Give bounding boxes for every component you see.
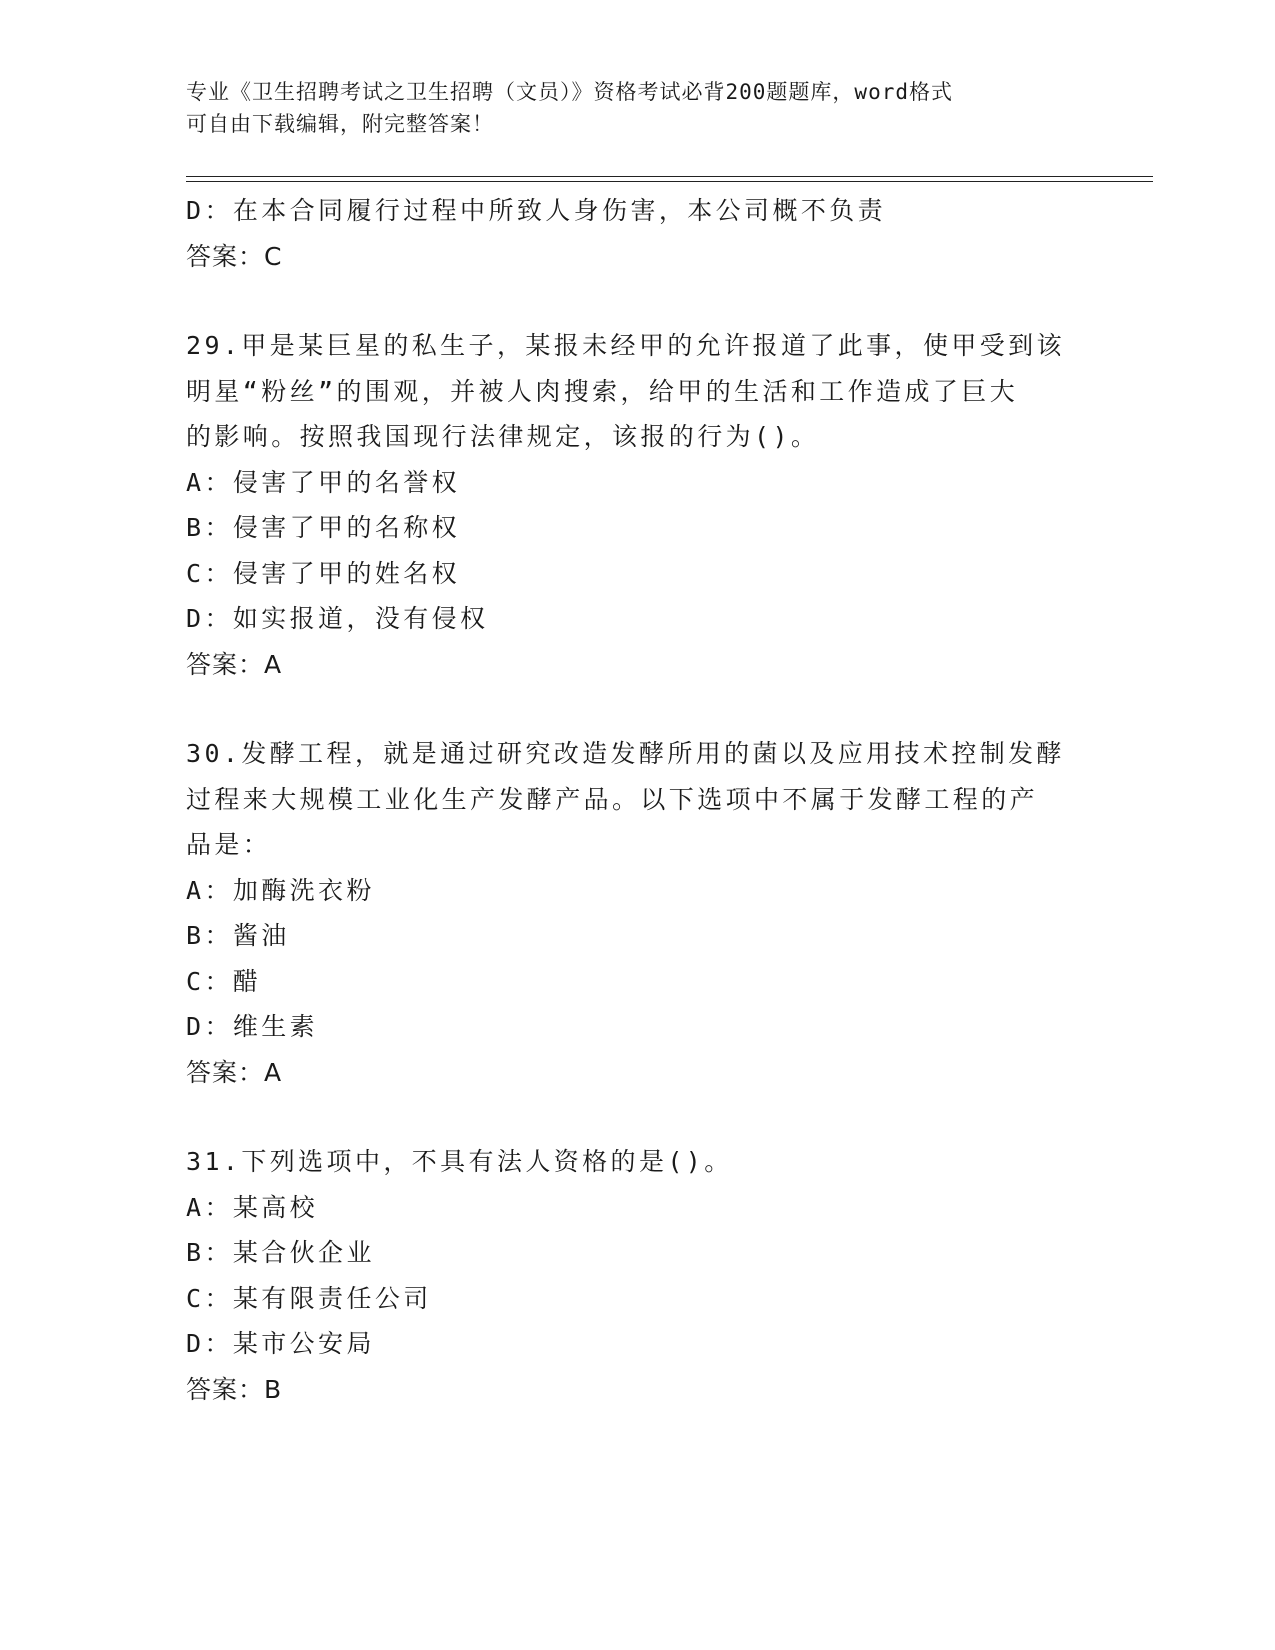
document-body [186, 188, 1086, 1412]
answer-line: 答案：B [186, 1374, 283, 1404]
stem-line: 品是： [186, 830, 272, 859]
answer-line: 答案：A [186, 649, 283, 679]
stem-line: 29.甲是某巨星的私生子，某报未经甲的允许报道了此事，使甲受到该 [186, 331, 1065, 360]
option-b: B：酱油 [186, 921, 290, 950]
header-divider-bottom [186, 181, 1153, 182]
question-stem [186, 1139, 1086, 1185]
header-line-1: 专业《卫生招聘考试之卫生招聘（文员）》资格考试必背200题题库，word格式 [186, 80, 953, 104]
option-c: C：某有限责任公司 [186, 1283, 432, 1313]
question-30 [186, 731, 1086, 1095]
stem-line: 的影响。按照我国现行法律规定，该报的行为()。 [186, 422, 820, 451]
answer-line: 答案：A [186, 1057, 283, 1087]
option-d: D：在本合同履行过程中所致人身伤害，本公司概不负责 [186, 196, 887, 225]
option-b: B：侵害了甲的名称权 [186, 513, 461, 542]
stem-line: 31.下列选项中，不具有法人资格的是()。 [186, 1147, 733, 1176]
option-d: D：某市公安局 [186, 1329, 375, 1358]
option-a: A：加酶洗衣粉 [186, 875, 375, 905]
answer-line: 答案：C [186, 241, 283, 271]
option-c: C：醋 [186, 966, 262, 996]
question-stem [186, 323, 1086, 460]
header-line-2: 可自由下载编辑，附完整答案！ [186, 112, 494, 136]
document-header [186, 76, 1086, 140]
option-a: A：侵害了甲的名誉权 [186, 467, 461, 497]
option-b: B：某合伙企业 [186, 1238, 375, 1267]
stem-line: 过程来大规模工业化生产发酵产品。以下选项中不属于发酵工程的产 [186, 784, 1039, 814]
header-divider-top [186, 176, 1153, 177]
option-d: D：如实报道，没有侵权 [186, 604, 489, 633]
stem-line: 明星“粉丝”的围观，并被人肉搜索，给甲的生活和工作造成了巨大 [186, 376, 1019, 406]
stem-line: 30.发酵工程，就是通过研究改造发酵所用的菌以及应用技术控制发酵 [186, 739, 1065, 768]
question-28-tail [186, 188, 1086, 279]
option-d: D：维生素 [186, 1012, 319, 1041]
option-a: A：某高校 [186, 1192, 319, 1222]
option-c: C：侵害了甲的姓名权 [186, 558, 461, 588]
question-31 [186, 1139, 1086, 1412]
question-stem [186, 731, 1086, 868]
question-29 [186, 323, 1086, 687]
